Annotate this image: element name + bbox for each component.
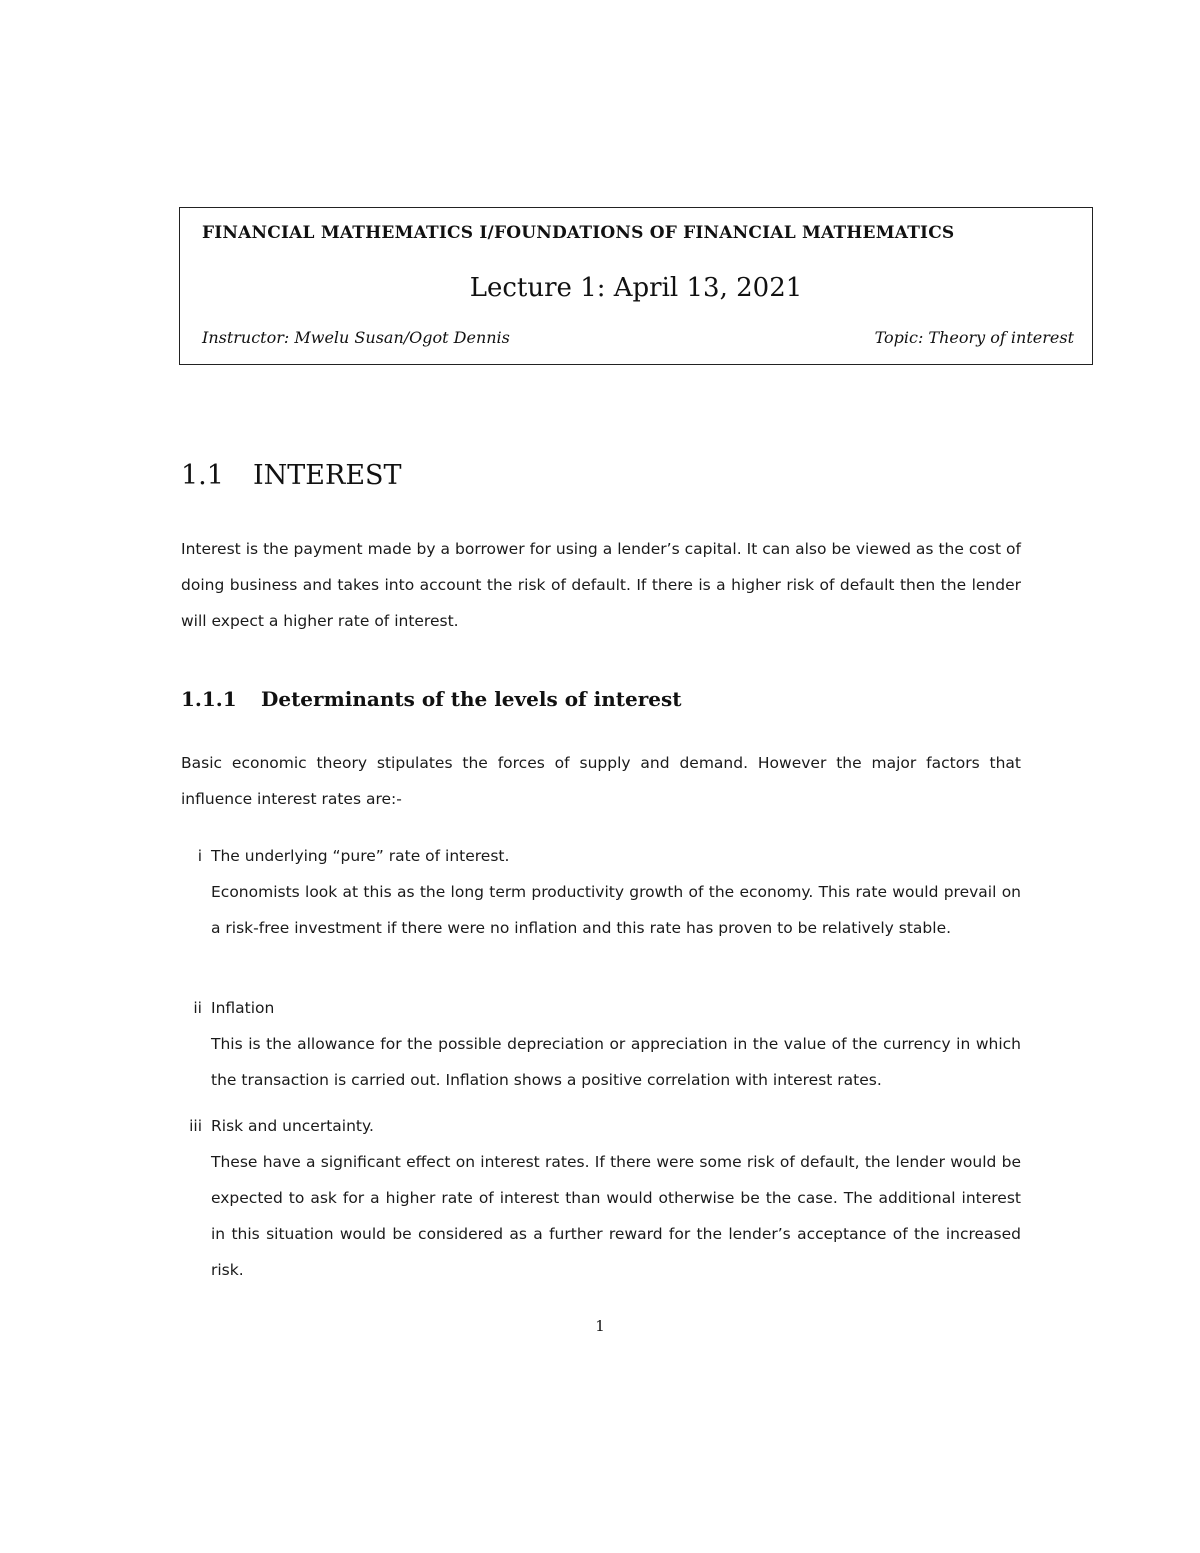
topic-line: Topic: Theory of interest	[874, 328, 1074, 347]
list-item-heading: Inflation	[211, 999, 275, 1017]
list-item-body: These have a significant effect on interest rates. If there were some risk of default, the lender would be expected to ask for a higher rate of interest than would otherwise be the case. The additional interest in this situation would be considered as a further reward for the lender’s acceptance of the increased risk.	[211, 1153, 1021, 1279]
section-title-text: INTEREST	[253, 460, 402, 491]
list-item-body: Economists look at this as the long term productivity growth of the economy. This rate would prevail on a risk-free investment if there were no inflation and this rate has proven to be relatively stable.	[211, 883, 1021, 937]
subsection-number: 1.1.1	[181, 687, 237, 711]
list-item	[168, 990, 1021, 1098]
lecture-header-box	[179, 207, 1093, 365]
section-heading	[181, 460, 402, 491]
list-item-body: This is the allowance for the possible depreciation or appreciation in the value of the currency in which the transaction is carried out. Inflation shows a positive correlation with interest rates.	[211, 1035, 1021, 1089]
subsection-intro-paragraph: Basic economic theory stipulates the forces of supply and demand. However the major factors that influence interest rates are:-	[181, 754, 1021, 808]
list-item-marker: ii	[193, 999, 202, 1017]
list-item-heading: The underlying “pure” rate of interest.	[211, 847, 510, 865]
list-item	[168, 1108, 1021, 1288]
subsection-title-text: Determinants of the levels of interest	[261, 687, 682, 711]
subsection-heading	[181, 687, 681, 711]
interest-paragraph: Interest is the payment made by a borrower for using a lender’s capital. It can also be viewed as the cost of doing business and takes into account the risk of default. If there is a higher risk of default then the lender will expect a higher rate of interest.	[181, 540, 1021, 630]
list-item	[168, 838, 1021, 946]
list-item-marker: i	[197, 847, 202, 865]
list-item-marker: iii	[189, 1117, 202, 1135]
instructor-line: Instructor: Mwelu Susan/Ogot Dennis	[202, 328, 510, 347]
list-item-heading: Risk and uncertainty.	[211, 1117, 374, 1135]
lecture-title: Lecture 1: April 13, 2021	[469, 273, 803, 303]
section-number: 1.1	[181, 460, 224, 491]
page-number: 1	[595, 1317, 605, 1335]
course-title: FINANCIAL MATHEMATICS I/FOUNDATIONS OF FINANCIAL MATHEMATICS	[202, 223, 955, 243]
